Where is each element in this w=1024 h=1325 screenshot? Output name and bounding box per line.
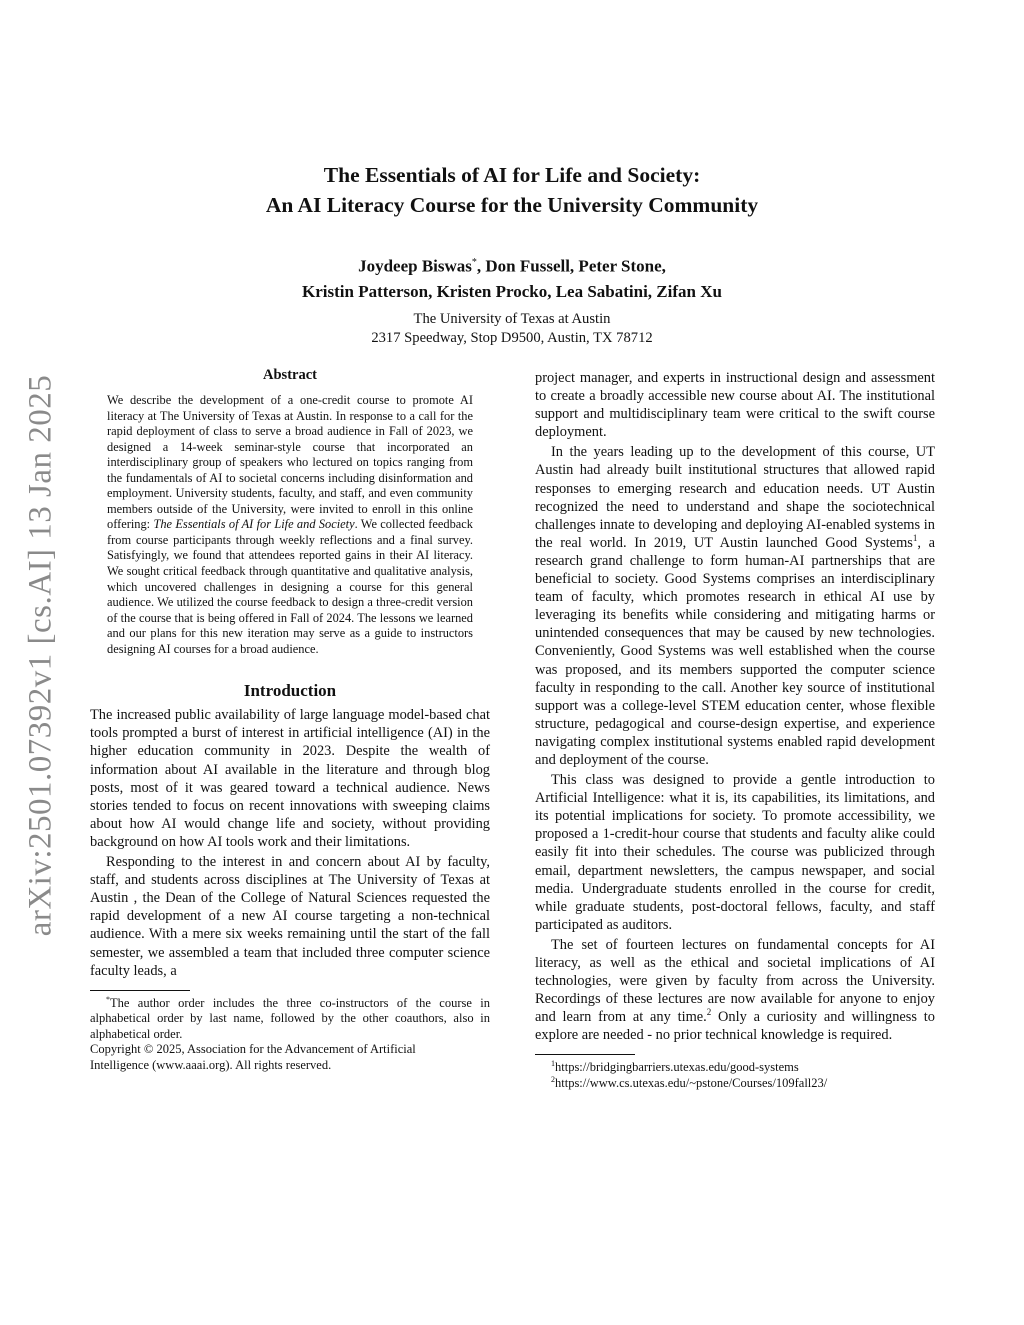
arxiv-identifier: arXiv:2501.07392v1 [cs.AI] 13 Jan 2025 xyxy=(22,374,59,936)
footnote-1: $^1$https://bridgingbarriers.utexas.edu/good-systems xyxy=(551,1059,799,1075)
arxiv-stamp xyxy=(12,370,70,940)
authors-line-2: Kristin Patterson, Kristen Procko, Lea Sabatini, Zifan Xu xyxy=(302,281,722,301)
introduction-heading: Introduction xyxy=(243,681,337,701)
paper-title xyxy=(120,160,904,220)
copyright-notice: Copyright © 2025, Association for the Advancement of Artificial Intelligence (www.aaai.org). All rights reserved. xyxy=(90,1042,416,1072)
authors-line-1: , Don Fussell, Peter Stone, xyxy=(476,256,666,276)
intro-paragraph-1: The increased public availability of large language model-based chat tools prompted a burst of interest in artificial intelligence (AI) in the higher education community in 2023. Despite the wealth of information about AI available in the literature and through blog posts, most of it was geared toward a technical audience. News stories tended to focus on recent innovations with sweeping claims about how AI would change life and society, without providing background on how AI tools work and their limitations. xyxy=(90,707,490,850)
title-block xyxy=(120,160,904,348)
footnote-ref-1: 1 xyxy=(912,533,918,544)
affiliation-address: 2317 Speedway, Stop D9500, Austin, TX 78712 xyxy=(371,329,653,346)
footnote-ref-2: 2 xyxy=(706,1007,712,1018)
footnote-1-link[interactable]: https://bridgingbarriers.utexas.edu/good-systems xyxy=(555,1060,799,1075)
abstract-text: We describe the development of a one-credit course to promote AI literacy at The University of Texas at Austin. In response to a call for the rapid deployment of class to serve a broad audience in Fall of 2023, we designed a 14-week seminar-style course that incorporated an interdisciplinary group of speakers who lectured on topics ranging from the fundamentals of AI to societal concerns including disinformation and employment. University students, faculty, and staff, and even community members outside of the University, were invited to enroll in this online offering: The Essentials of AI for Life and Society. We collected feedback from course participants through weekly reflections and a final survey. Satisfyingly, we found that attendees reported gains in their AI literacy. We sought critical feedback through quantitative and qualitative analysis, which uncovered challenges in designing a course for this general audience. We utilized the course feedback to design a three-credit version of the course that is being offered in Fall of 2024. The lessons we learned and our plans for this new iteration may serve as a guide to instructors designing AI courses for a broad audience. xyxy=(107,393,473,656)
intro-paragraph-3: In the years leading up to the development of this course, UT Austin had already built institutional structures that allowed rapid responses to emerging research and education needs. UT Austin recognized the need to understand and shape the sociotechnical challenges innate to developing and deploying AI-enabled systems in the real world. In 2019, UT Austin launched Good Systems$^1$, a research grand challenge to form human-AI partnerships that are beneficial to society. Good Systems comprises an interdisciplinary team of faculty, which promotes research in ethical AI use by leveraging its benefits while considering and mitigating harms or unintended consequences that may be caused by new technologies. Conveniently, Good Systems was well established when the course was proposed, and its members supported the computer science faculty in responding to the call. Another key source of institutional support was a college-level STEM education center, whose flexible structure, pedagogical and course-design expertise, and experience navigating complex institutional systems enabled rapid development and deployment of the course. xyxy=(535,444,936,768)
course-title-italic: The Essentials of AI for Life and Society xyxy=(153,517,355,532)
footnote-divider-right xyxy=(535,1054,635,1055)
title-line-2: An AI Literacy Course for the University Community xyxy=(265,193,759,217)
affiliation xyxy=(120,310,904,348)
author-list xyxy=(120,250,904,304)
intro-paragraph-2-continued: project manager, and experts in instructional design and assessment to create a broadly accessible new course about AI. The institutional support and multidisciplinary team were critical to the swift course deployment. xyxy=(535,370,935,441)
affiliation-institution: The University of Texas at Austin xyxy=(413,310,611,327)
right-column xyxy=(535,369,935,1091)
footnote-2: $^2$https://www.cs.utexas.edu/~pstone/Courses/109fall23/ xyxy=(551,1074,828,1090)
author-order-footnote: *The author order includes the three co-instructors of the course in alphabetical order by last name, followed by the other coauthors, also in alphabetical order. xyxy=(90,994,490,1041)
left-column xyxy=(90,366,490,1073)
footnote-divider xyxy=(90,990,190,991)
title-line-1: The Essentials of AI for Life and Society: xyxy=(323,163,701,187)
intro-paragraph-2: Responding to the interest in and concern about AI by faculty, staff, and students across disciplines at The University of Texas at Austin , the Dean of the College of Natural Sciences requested the rapid development of a new AI course targeting a non-technical audience. With a mere six weeks remaining until the start of the fall semester, we assembled a team that included three computer science faculty leads, a xyxy=(90,854,490,979)
intro-paragraph-5: The set of fourteen lectures on fundamental concepts for AI literacy, as well as the ethical and societal implications of AI technologies, were given by faculty from across the University. Recordings of these lectures are now available for anyone to enjoy and learn from at any time.$^2$ Only a curiosity and willingness to explore are needed - no prior technical knowledge is required. xyxy=(535,936,935,1044)
author-footnote-mark: * xyxy=(471,257,477,268)
intro-paragraph-4: This class was designed to provide a gentle introduction to Artificial Intelligence: what it is, its capabilities, its limitations, and its potential implications for society. To promote accessibility, we proposed a 1-credit-hour course that students and faculty alike could easily fit into their schedules. The course was publicized through email, department newsletters, the campus newspaper, and social media. Undergraduate students enrolled in the course for credit, while graduate students, post-doctoral fellows, faculty, and staff participated as auditors. xyxy=(535,772,935,933)
author-first: Joydeep Biswas xyxy=(358,256,472,276)
footnote-2-link[interactable]: https://www.cs.utexas.edu/~pstone/Courses/109fall23/ xyxy=(555,1075,828,1090)
abstract-heading: Abstract xyxy=(263,367,317,383)
